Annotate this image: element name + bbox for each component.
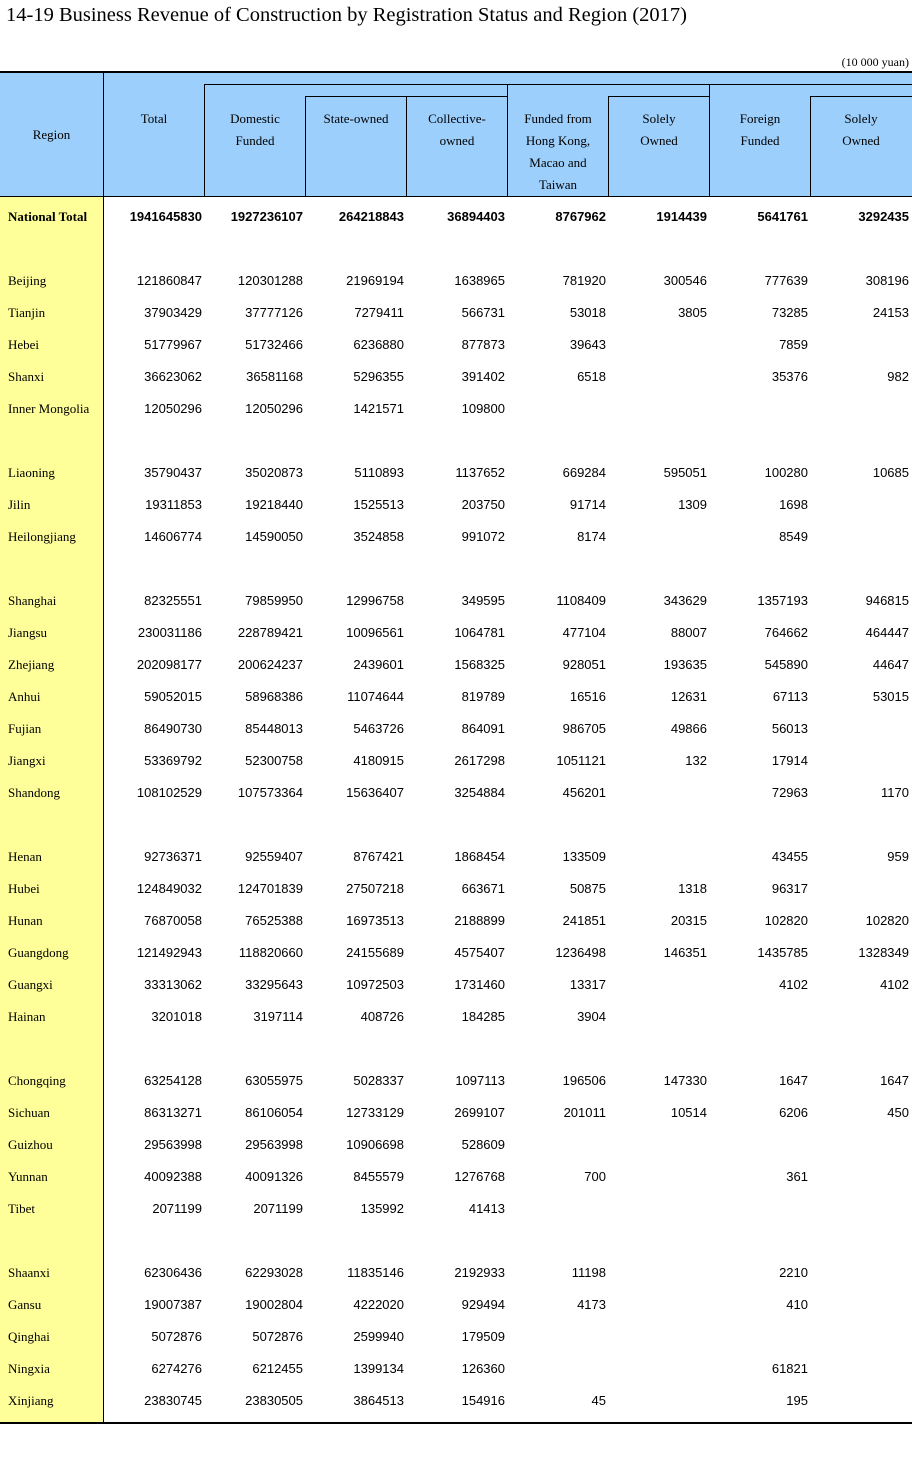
value-cell: 228789421 bbox=[237, 625, 303, 640]
value-cell: 36581168 bbox=[246, 369, 303, 384]
value-cell: 58968386 bbox=[245, 689, 303, 704]
value-cell: 3904 bbox=[577, 1009, 606, 1024]
table-row bbox=[0, 330, 912, 362]
value-cell: 53015 bbox=[872, 689, 909, 704]
table-row bbox=[0, 874, 912, 906]
value-cell: 3201018 bbox=[151, 1009, 202, 1024]
region-name: Henan bbox=[8, 849, 42, 864]
value-cell: 86313271 bbox=[144, 1105, 202, 1120]
region-name: Beijing bbox=[8, 273, 47, 288]
value-cell: 391402 bbox=[461, 369, 505, 384]
value-cell: 5463726 bbox=[353, 721, 404, 736]
region-name: Hunan bbox=[8, 913, 43, 928]
value-cell: 10096561 bbox=[346, 625, 404, 640]
value-cell: 88007 bbox=[670, 625, 707, 640]
value-cell: 23830745 bbox=[144, 1393, 202, 1408]
value-cell: 17914 bbox=[771, 753, 808, 768]
value-cell: 3805 bbox=[678, 305, 707, 320]
value-cell: 62306436 bbox=[144, 1265, 202, 1280]
value-cell: 5641761 bbox=[757, 209, 808, 224]
value-cell: 6518 bbox=[577, 369, 606, 384]
value-cell: 2599940 bbox=[353, 1329, 404, 1344]
region-name: Hubei bbox=[8, 881, 40, 896]
region-name: Guangdong bbox=[8, 945, 69, 960]
value-cell: 8174 bbox=[577, 529, 606, 544]
value-cell: 7279411 bbox=[354, 305, 404, 320]
value-cell: 50875 bbox=[569, 881, 606, 896]
value-cell: 12733129 bbox=[346, 1105, 404, 1120]
table-row bbox=[0, 1258, 912, 1290]
value-cell: 33295643 bbox=[245, 977, 303, 992]
value-cell: 53369792 bbox=[144, 753, 202, 768]
value-cell: 1051121 bbox=[556, 753, 606, 768]
region-name: Ningxia bbox=[8, 1361, 50, 1376]
table-row bbox=[0, 1066, 912, 1098]
table-row bbox=[0, 1130, 912, 1162]
value-cell: 14590050 bbox=[245, 529, 303, 544]
table-row bbox=[0, 522, 912, 554]
value-cell: 196506 bbox=[562, 1073, 606, 1088]
value-cell: 663671 bbox=[461, 881, 505, 896]
value-cell: 23830505 bbox=[245, 1393, 303, 1408]
value-cell: 1318 bbox=[678, 881, 707, 896]
value-cell: 44647 bbox=[872, 657, 909, 672]
region-name: Yunnan bbox=[8, 1169, 48, 1184]
table-row bbox=[0, 1162, 912, 1194]
value-cell: 2192933 bbox=[454, 1265, 505, 1280]
value-cell: 79859950 bbox=[245, 593, 303, 608]
value-cell: 37903429 bbox=[144, 305, 202, 320]
value-cell: 53018 bbox=[569, 305, 606, 320]
value-cell: 6206 bbox=[779, 1105, 808, 1120]
table-row bbox=[0, 458, 912, 490]
value-cell: 124701839 bbox=[237, 881, 303, 896]
value-cell: 27507218 bbox=[346, 881, 404, 896]
table-row bbox=[0, 714, 912, 746]
value-cell: 4173 bbox=[577, 1297, 606, 1312]
value-cell: 20315 bbox=[670, 913, 707, 928]
value-cell: 107573364 bbox=[237, 785, 303, 800]
value-cell: 35790437 bbox=[144, 465, 202, 480]
header-state-owned: State-owned bbox=[323, 111, 389, 126]
value-cell: 8767421 bbox=[353, 849, 404, 864]
value-cell: 63055975 bbox=[245, 1073, 303, 1088]
value-cell: 5110893 bbox=[354, 465, 404, 480]
value-cell: 36894403 bbox=[447, 209, 505, 224]
region-name: Guizhou bbox=[8, 1137, 53, 1152]
value-cell: 56013 bbox=[771, 721, 808, 736]
value-cell: 959 bbox=[887, 849, 909, 864]
value-cell: 126360 bbox=[461, 1361, 505, 1376]
value-cell: 2439601 bbox=[353, 657, 404, 672]
value-cell: 52300758 bbox=[245, 753, 303, 768]
header-total: Total bbox=[140, 111, 168, 126]
region-name: Hainan bbox=[8, 1009, 46, 1024]
region-name: Zhejiang bbox=[8, 657, 55, 672]
value-cell: 40091326 bbox=[245, 1169, 303, 1184]
region-name: Fujian bbox=[8, 721, 42, 736]
header-hkmt-solely-owned: Solely Owned bbox=[640, 111, 678, 148]
value-cell: 241851 bbox=[562, 913, 606, 928]
value-cell: 91714 bbox=[569, 497, 606, 512]
value-cell: 12050296 bbox=[245, 401, 303, 416]
value-cell: 877873 bbox=[461, 337, 505, 352]
region-name: Shanghai bbox=[8, 593, 57, 608]
value-cell: 408726 bbox=[360, 1009, 404, 1024]
value-cell: 24155689 bbox=[346, 945, 404, 960]
value-cell: 1097113 bbox=[455, 1073, 505, 1088]
value-cell: 15636407 bbox=[346, 785, 404, 800]
header-domestic-funded: Domestic Funded bbox=[230, 111, 280, 148]
table-row bbox=[0, 266, 912, 298]
value-cell: 300546 bbox=[663, 273, 707, 288]
value-cell: 1108409 bbox=[556, 593, 606, 608]
region-name: Tibet bbox=[8, 1201, 35, 1216]
value-cell: 2188899 bbox=[454, 913, 505, 928]
value-cell: 3864513 bbox=[353, 1393, 404, 1408]
value-cell: 1236498 bbox=[555, 945, 606, 960]
value-cell: 928051 bbox=[562, 657, 606, 672]
value-cell: 669284 bbox=[562, 465, 606, 480]
value-cell: 6236880 bbox=[353, 337, 404, 352]
table-row bbox=[0, 1290, 912, 1322]
value-cell: 10685 bbox=[872, 465, 909, 480]
table-row bbox=[0, 682, 912, 714]
table-row bbox=[0, 618, 912, 650]
value-cell: 13317 bbox=[569, 977, 606, 992]
value-cell: 986705 bbox=[562, 721, 606, 736]
value-cell: 43455 bbox=[771, 849, 808, 864]
value-cell: 108102529 bbox=[136, 785, 202, 800]
value-cell: 96317 bbox=[771, 881, 808, 896]
value-cell: 147330 bbox=[663, 1073, 707, 1088]
value-cell: 19218440 bbox=[245, 497, 303, 512]
value-cell: 135992 bbox=[360, 1201, 404, 1216]
region-name: Jiangsu bbox=[8, 625, 47, 640]
table-row bbox=[0, 650, 912, 682]
value-cell: 864091 bbox=[461, 721, 505, 736]
value-cell: 118820660 bbox=[238, 945, 303, 960]
value-cell: 595051 bbox=[663, 465, 707, 480]
value-cell: 51732466 bbox=[245, 337, 303, 352]
value-cell: 456201 bbox=[562, 785, 606, 800]
region-name: Shaanxi bbox=[8, 1265, 50, 1280]
value-cell: 4102 bbox=[880, 977, 909, 992]
value-cell: 1568325 bbox=[454, 657, 505, 672]
value-cell: 12996758 bbox=[346, 593, 404, 608]
region-name: Shandong bbox=[8, 785, 60, 800]
table-row bbox=[0, 906, 912, 938]
region-name: Liaoning bbox=[8, 465, 55, 480]
table-row bbox=[0, 298, 912, 330]
value-cell: 4102 bbox=[779, 977, 808, 992]
value-cell: 72963 bbox=[771, 785, 808, 800]
value-cell: 133509 bbox=[562, 849, 606, 864]
value-cell: 1421571 bbox=[353, 401, 404, 416]
value-cell: 1698 bbox=[779, 497, 808, 512]
value-cell: 5072876 bbox=[252, 1329, 303, 1344]
value-cell: 51779967 bbox=[144, 337, 202, 352]
value-cell: 1064781 bbox=[454, 625, 505, 640]
value-cell: 6212455 bbox=[252, 1361, 303, 1376]
table-row bbox=[0, 362, 912, 394]
value-cell: 179509 bbox=[461, 1329, 505, 1344]
value-cell: 566731 bbox=[461, 305, 505, 320]
value-cell: 120301288 bbox=[237, 273, 303, 288]
value-cell: 29563998 bbox=[144, 1137, 202, 1152]
value-cell: 201011 bbox=[563, 1105, 606, 1120]
value-cell: 11074644 bbox=[347, 689, 404, 704]
value-cell: 184285 bbox=[461, 1009, 505, 1024]
value-cell: 29563998 bbox=[245, 1137, 303, 1152]
value-cell: 35376 bbox=[771, 369, 808, 384]
value-cell: 1868454 bbox=[454, 849, 505, 864]
value-cell: 67113 bbox=[772, 689, 808, 704]
value-cell: 343629 bbox=[663, 593, 707, 608]
value-cell: 1137652 bbox=[455, 465, 505, 480]
header-subrule bbox=[204, 84, 912, 85]
value-cell: 5028337 bbox=[353, 1073, 404, 1088]
value-cell: 8549 bbox=[779, 529, 808, 544]
value-cell: 2071199 bbox=[152, 1201, 202, 1216]
value-cell: 202098177 bbox=[136, 657, 202, 672]
value-cell: 82325551 bbox=[144, 593, 202, 608]
value-cell: 203750 bbox=[461, 497, 505, 512]
value-cell: 36623062 bbox=[144, 369, 202, 384]
value-cell: 3254884 bbox=[454, 785, 505, 800]
value-cell: 1435785 bbox=[757, 945, 808, 960]
value-cell: 1309 bbox=[678, 497, 707, 512]
value-cell: 781920 bbox=[562, 273, 606, 288]
header-subrule bbox=[608, 96, 709, 97]
table-row bbox=[0, 1002, 912, 1034]
value-cell: 1647 bbox=[880, 1073, 909, 1088]
value-cell: 230031186 bbox=[137, 625, 202, 640]
value-cell: 16973513 bbox=[346, 913, 404, 928]
value-cell: 86106054 bbox=[245, 1105, 303, 1120]
value-cell: 777639 bbox=[764, 273, 808, 288]
header-subrule bbox=[305, 96, 507, 97]
header-foreign-funded: Foreign Funded bbox=[739, 111, 781, 148]
header-hkmt-funded: Funded from Hong Kong, Macao and Taiwan bbox=[524, 111, 592, 192]
value-cell: 8455579 bbox=[353, 1169, 404, 1184]
region-name: Qinghai bbox=[8, 1329, 50, 1344]
value-cell: 12050296 bbox=[144, 401, 202, 416]
value-cell: 1647 bbox=[779, 1073, 808, 1088]
header-collective-owned: Collective- owned bbox=[428, 111, 486, 148]
value-cell: 193635 bbox=[663, 657, 707, 672]
value-cell: 195 bbox=[786, 1393, 808, 1408]
value-cell: 41413 bbox=[468, 1201, 505, 1216]
region-name: Anhui bbox=[8, 689, 41, 704]
value-cell: 37777126 bbox=[245, 305, 303, 320]
value-cell: 4575407 bbox=[454, 945, 505, 960]
value-cell: 1328349 bbox=[858, 945, 909, 960]
value-cell: 1525513 bbox=[353, 497, 404, 512]
value-cell: 63254128 bbox=[144, 1073, 202, 1088]
value-cell: 410 bbox=[786, 1297, 808, 1312]
value-cell: 308196 bbox=[865, 273, 909, 288]
table-row bbox=[0, 1322, 912, 1354]
value-cell: 85448013 bbox=[245, 721, 303, 736]
value-cell: 2699107 bbox=[454, 1105, 505, 1120]
region-name: Chongqing bbox=[8, 1073, 66, 1088]
value-cell: 33313062 bbox=[144, 977, 202, 992]
value-cell: 100280 bbox=[764, 465, 808, 480]
value-cell: 19002804 bbox=[245, 1297, 303, 1312]
value-cell: 2210 bbox=[779, 1265, 808, 1280]
table-row bbox=[0, 778, 912, 810]
region-name: Hebei bbox=[8, 337, 40, 352]
value-cell: 464447 bbox=[865, 625, 909, 640]
value-cell: 946815 bbox=[865, 593, 909, 608]
value-cell: 982 bbox=[887, 369, 909, 384]
value-cell: 4222020 bbox=[353, 1297, 404, 1312]
value-cell: 991072 bbox=[461, 529, 505, 544]
value-cell: 92559407 bbox=[245, 849, 303, 864]
value-cell: 200624237 bbox=[237, 657, 303, 672]
value-cell: 62293028 bbox=[245, 1265, 303, 1280]
value-cell: 477104 bbox=[562, 625, 606, 640]
value-cell: 102820 bbox=[764, 913, 808, 928]
region-name: Xinjiang bbox=[8, 1393, 54, 1408]
value-cell: 86490730 bbox=[144, 721, 202, 736]
value-cell: 73285 bbox=[771, 305, 808, 320]
value-cell: 700 bbox=[584, 1169, 606, 1184]
value-cell: 5072876 bbox=[151, 1329, 202, 1344]
table-row bbox=[0, 394, 912, 426]
value-cell: 929494 bbox=[461, 1297, 505, 1312]
region-name: Heilongjiang bbox=[8, 529, 76, 544]
table-row bbox=[0, 1354, 912, 1386]
value-cell: 146351 bbox=[663, 945, 707, 960]
value-cell: 528609 bbox=[461, 1137, 505, 1152]
value-cell: 11198 bbox=[571, 1265, 606, 1280]
value-cell: 819789 bbox=[461, 689, 505, 704]
value-cell: 24153 bbox=[872, 305, 909, 320]
value-cell: 109800 bbox=[461, 401, 505, 416]
value-cell: 59052015 bbox=[144, 689, 202, 704]
table-row bbox=[0, 490, 912, 522]
value-cell: 49866 bbox=[670, 721, 707, 736]
value-cell: 3292435 bbox=[858, 209, 909, 224]
value-cell: 1276768 bbox=[454, 1169, 505, 1184]
region-name: National Total bbox=[8, 209, 88, 224]
table-row bbox=[0, 842, 912, 874]
value-cell: 154916 bbox=[461, 1393, 505, 1408]
value-cell: 8767962 bbox=[555, 209, 606, 224]
value-cell: 764662 bbox=[764, 625, 808, 640]
national-total-row bbox=[0, 202, 912, 234]
value-cell: 1927236107 bbox=[230, 209, 303, 224]
value-cell: 3524858 bbox=[353, 529, 404, 544]
value-cell: 16516 bbox=[569, 689, 606, 704]
region-name: Inner Mongolia bbox=[8, 401, 90, 416]
value-cell: 5296355 bbox=[353, 369, 404, 384]
region-name: Gansu bbox=[8, 1297, 42, 1312]
value-cell: 3197114 bbox=[253, 1009, 303, 1024]
value-cell: 124849032 bbox=[136, 881, 202, 896]
table-row bbox=[0, 938, 912, 970]
value-cell: 35020873 bbox=[245, 465, 303, 480]
value-cell: 1914439 bbox=[656, 209, 707, 224]
table-bottom-rule bbox=[0, 1422, 912, 1424]
value-cell: 19007387 bbox=[144, 1297, 202, 1312]
unit-label: (10 000 yuan) bbox=[841, 55, 909, 69]
region-name: Jiangxi bbox=[8, 753, 46, 768]
value-cell: 11835146 bbox=[347, 1265, 404, 1280]
value-cell: 12631 bbox=[670, 689, 707, 704]
value-cell: 14606774 bbox=[144, 529, 202, 544]
value-cell: 1731460 bbox=[454, 977, 505, 992]
value-cell: 361 bbox=[786, 1169, 808, 1184]
value-cell: 40092388 bbox=[144, 1169, 202, 1184]
value-cell: 21969194 bbox=[346, 273, 404, 288]
value-cell: 545890 bbox=[764, 657, 808, 672]
value-cell: 1941645830 bbox=[129, 209, 202, 224]
value-cell: 1638965 bbox=[454, 273, 505, 288]
value-cell: 4180915 bbox=[353, 753, 404, 768]
value-cell: 19311853 bbox=[145, 497, 202, 512]
value-cell: 1399134 bbox=[353, 1361, 404, 1376]
value-cell: 450 bbox=[887, 1105, 909, 1120]
page-title: 14-19 Business Revenue of Construction by Registration Status and Region (2017) bbox=[6, 4, 687, 26]
value-cell: 61821 bbox=[771, 1361, 808, 1376]
value-cell: 349595 bbox=[461, 593, 505, 608]
value-cell: 92736371 bbox=[144, 849, 202, 864]
value-cell: 264218843 bbox=[338, 209, 404, 224]
value-cell: 102820 bbox=[865, 913, 909, 928]
header-region: Region bbox=[32, 127, 71, 142]
table-row bbox=[0, 586, 912, 618]
table-row bbox=[0, 970, 912, 1002]
table-row bbox=[0, 1194, 912, 1226]
value-cell: 39643 bbox=[569, 337, 606, 352]
value-cell: 76870058 bbox=[144, 913, 202, 928]
value-cell: 10972503 bbox=[346, 977, 404, 992]
value-cell: 7859 bbox=[779, 337, 808, 352]
region-name: Sichuan bbox=[8, 1105, 50, 1120]
value-cell: 1170 bbox=[881, 785, 909, 800]
value-cell: 2617298 bbox=[454, 753, 505, 768]
header-subrule bbox=[810, 96, 912, 97]
region-name: Guangxi bbox=[8, 977, 53, 992]
value-cell: 6274276 bbox=[151, 1361, 202, 1376]
region-name: Shanxi bbox=[8, 369, 45, 384]
value-cell: 76525388 bbox=[245, 913, 303, 928]
value-cell: 1357193 bbox=[757, 593, 808, 608]
value-cell: 10514 bbox=[670, 1105, 707, 1120]
header-foreign-solely-owned: Solely Owned bbox=[842, 111, 880, 148]
value-cell: 132 bbox=[685, 753, 707, 768]
region-name: Jilin bbox=[8, 497, 31, 512]
table-row bbox=[0, 1098, 912, 1130]
value-cell: 45 bbox=[591, 1393, 606, 1408]
value-cell: 121492943 bbox=[136, 945, 202, 960]
value-cell: 10906698 bbox=[346, 1137, 404, 1152]
value-cell: 121860847 bbox=[136, 273, 202, 288]
region-name: Tianjin bbox=[8, 305, 46, 320]
value-cell: 2071199 bbox=[253, 1201, 303, 1216]
table-row bbox=[0, 1386, 912, 1418]
table-row bbox=[0, 746, 912, 778]
